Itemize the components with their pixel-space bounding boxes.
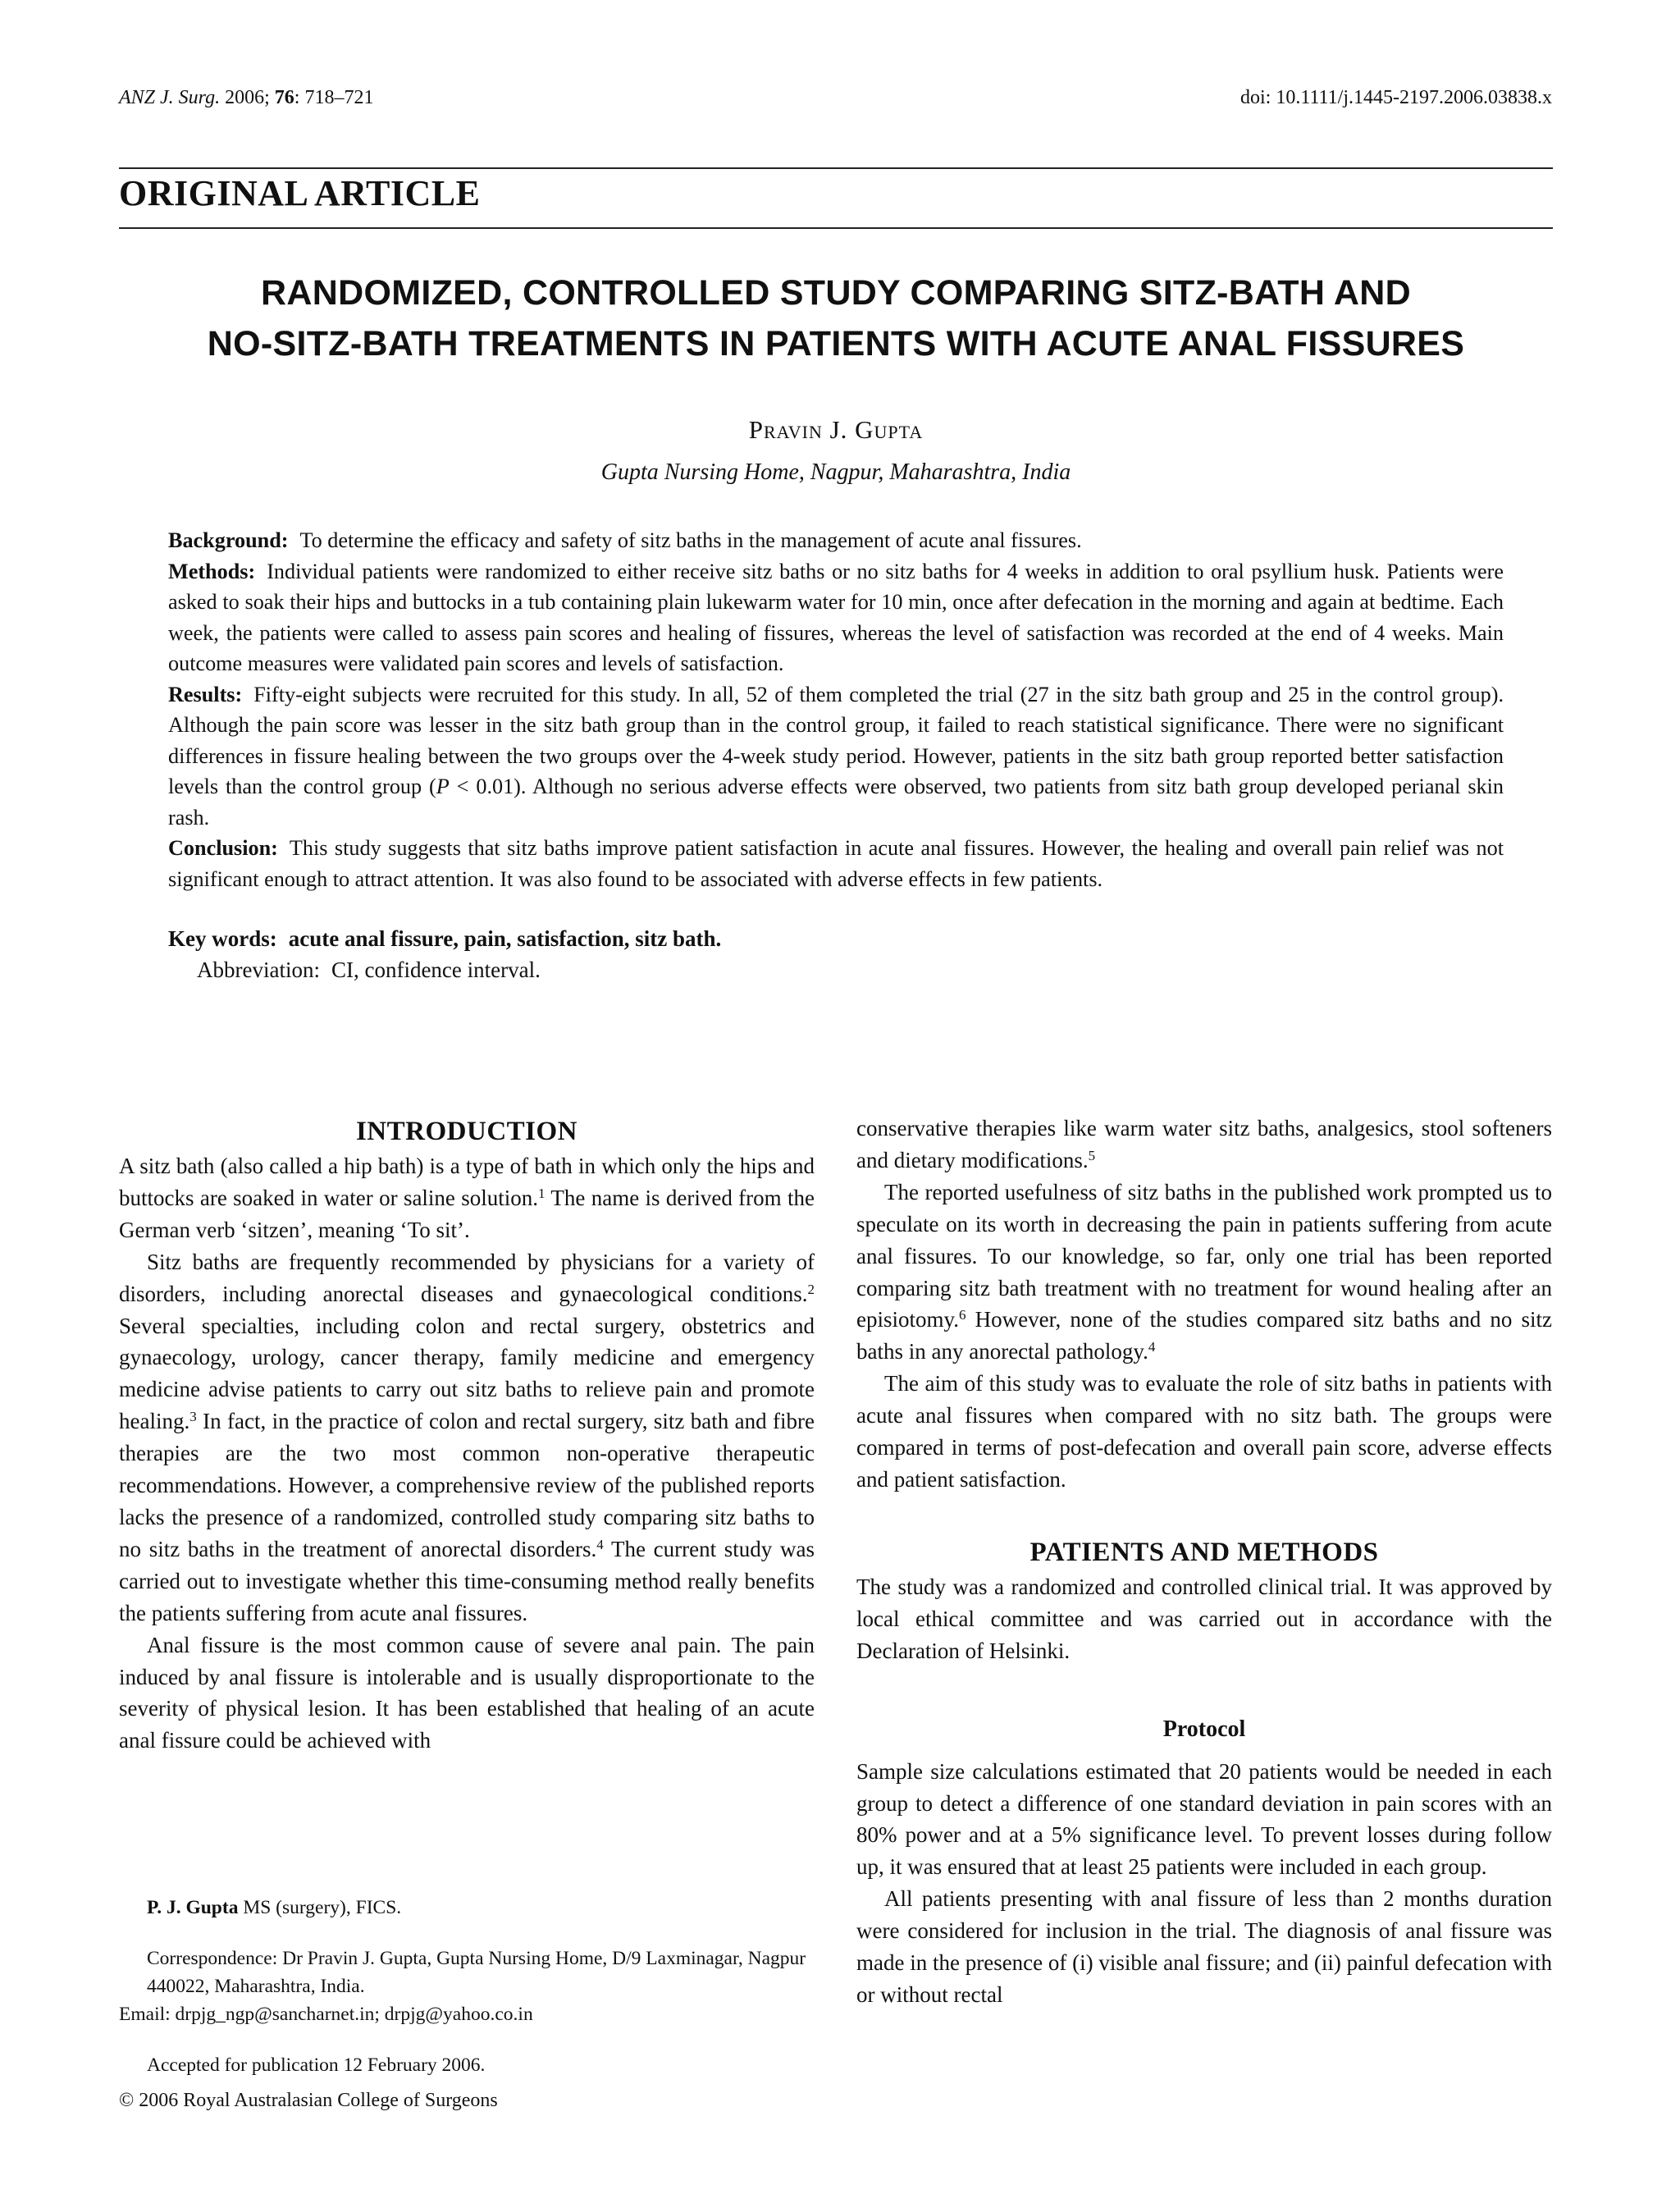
divider [119,167,1553,169]
email: Email: drpjg_ngp@sancharnet.in; drpjg@yahoo.co.in [119,2004,533,2025]
doi: doi: 10.1111/j.1445-2197.2006.03838.x [1240,87,1552,108]
author-name: Pravin J. Gupta [748,415,924,444]
author-credentials: P. J. Gupta MS (surgery), FICS. [147,1897,402,1918]
copyright: © 2006 Royal Australasian College of Surgeons [119,2090,498,2111]
paragraph: A sitz bath (also called a hip bath) is a type of bath in which only the hips and buttocks are soaked in water or saline solution.$^1$ The name is derived from the German verb ‘sitzen’, meaning ‘To sit’. [119,1154,815,1242]
abstract-background: Background: To determine the efficacy and safety of sitz baths in the management of acute anal fissures. [168,528,1082,552]
paragraph: All patients presenting with anal fissure of less than 2 months duration were considered for inclusion in the trial. The diagnosis of anal fissure was made in the presence of (i) visible anal fissure; and (ii) painful defecation with or without rectal [856,1886,1552,2007]
article-type: ORIGINAL ARTICLE [119,173,481,213]
title-line: NO-SITZ-BATH TREATMENTS IN PATIENTS WITH ACUTE ANAL FISSURES [207,324,1465,363]
keywords: Key words: acute anal fissure, pain, satisfaction, sitz bath. [168,926,722,951]
abbreviations: Abbreviation: CI, confidence interval. [197,958,541,982]
divider [119,227,1553,229]
abstract [168,525,1504,894]
title-line: RANDOMIZED, CONTROLLED STUDY COMPARING SITZ-BATH AND [261,273,1411,313]
subsection-heading-protocol: Protocol [1162,1716,1246,1742]
section-heading-patients-and-methods: PATIENTS AND METHODS [1029,1537,1379,1567]
paragraph: Sitz baths are frequently recommended by physicians for a variety of disorders, including anorectal diseases and gynaecological conditions.$^2$ Several specialties, including colon and rectal surgery, obstetrics and gynaecology, urology, cancer therapy, family medicine and emergency medicine advise patients to carry out sitz baths to relieve pain and promote healing.$^3$ In fact, in the practice of colon and rectal surgery, sitz bath and fibre therapies are the two most common non-operative therapeutic recommendations. However, a comprehensive review of the published reports lacks the presence of a randomized, controlled study comparing sitz baths to no sitz baths in the treatment of anorectal disorders.$^4$ The current study was carried out to investigate whether this time-consuming method really benefits the patients suffering from acute anal fissures. [119,1249,815,1625]
paragraph: conservative therapies like warm water sitz baths, analgesics, stool softeners and dietary modifications.$^5$ [856,1116,1552,1172]
abstract-conclusion: Conclusion: This study suggests that sitz baths improve patient satisfaction in acute anal fissures. However, the healing and overall pain relief was not significant enough to attract attention. It was also found to be associated with adverse effects in few patients. [168,836,1504,891]
abstract-results: Results: Fifty-eight subjects were recruited for this study. In all, 52 of them completed the trial (27 in the sitz bath group and 25 in the control group). Although the pain score was lesser in the sitz bath group than in the control group, it failed to reach statistical significance. There were no significant differences in fissure healing between the two groups over the 4-week study period. However, patients in the sitz bath group reported better satisfaction levels than the control group (P < 0.01). Although no serious adverse effects were observed, two patients from sitz bath group developed perianal skin rash. [168,682,1504,830]
article-title [119,267,1553,369]
section-heading-introduction: INTRODUCTION [355,1117,578,1146]
right-column [856,1113,1552,2011]
paragraph: The study was a randomized and controlled clinical trial. It was approved by local ethical committee and was carried out in accordance with the Declaration of Helsinki. [856,1574,1552,1663]
author-affiliation: Gupta Nursing Home, Nagpur, Maharashtra, India [600,459,1071,485]
paragraph: Anal fissure is the most common cause of severe anal pain. The pain induced by anal fissure is intolerable and is usually disproportionate to the severity of physical lesion. It has been established that healing of an acute anal fissure could be achieved with [119,1632,815,1753]
footnotes [119,1894,815,2079]
paragraph: The reported usefulness of sitz baths in the published work prompted us to speculate on its worth in decreasing the pain in patients suffering from acute anal fissures. To our knowledge, so far, only one trial has been reported comparing sitz bath treatment with no treatment for wound healing after an episiotomy.$^6$ However, none of the studies compared sitz baths and no sitz baths in any anorectal pathology.$^4$ [856,1179,1552,1364]
journal-citation: ANZ J. Surg. 2006; 76: 718–721 [119,87,374,108]
paragraph: Sample size calculations estimated that 20 patients would be needed in each group to detect a difference of one standard deviation in pain scores with an 80% power and at a 5% significance level. To prevent losses during follow up, it was ensured that at least 25 patients were included in each group. [856,1758,1552,1880]
paragraph: The aim of this study was to evaluate the role of sitz baths in patients with acute anal fissures when compared with no sitz bath. The groups were compared in terms of post-defecation and overall pain score, adverse effects and patient satisfaction. [856,1371,1552,1492]
accepted-date: Accepted for publication 12 February 2006. [147,2054,486,2076]
correspondence: Correspondence: Dr Pravin J. Gupta, Gupta Nursing Home, D/9 Laxminagar, Nagpur 440022, Maharashtra, India. [147,1948,806,1997]
left-column [119,1113,815,1757]
abstract-methods: Methods: Individual patients were randomized to either receive sitz baths or no sitz baths for 4 weeks in addition to oral psyllium husk. Patients were asked to soak their hips and buttocks in a tub containing plain lukewarm water for 10 min, once after defecation in the morning and again at bedtime. Each week, the patients were called to assess pain scores and healing of fissures, whereas the level of satisfaction was recorded at the end of 4 weeks. Main outcome measures were validated pain scores and levels of satisfaction. [168,559,1504,675]
